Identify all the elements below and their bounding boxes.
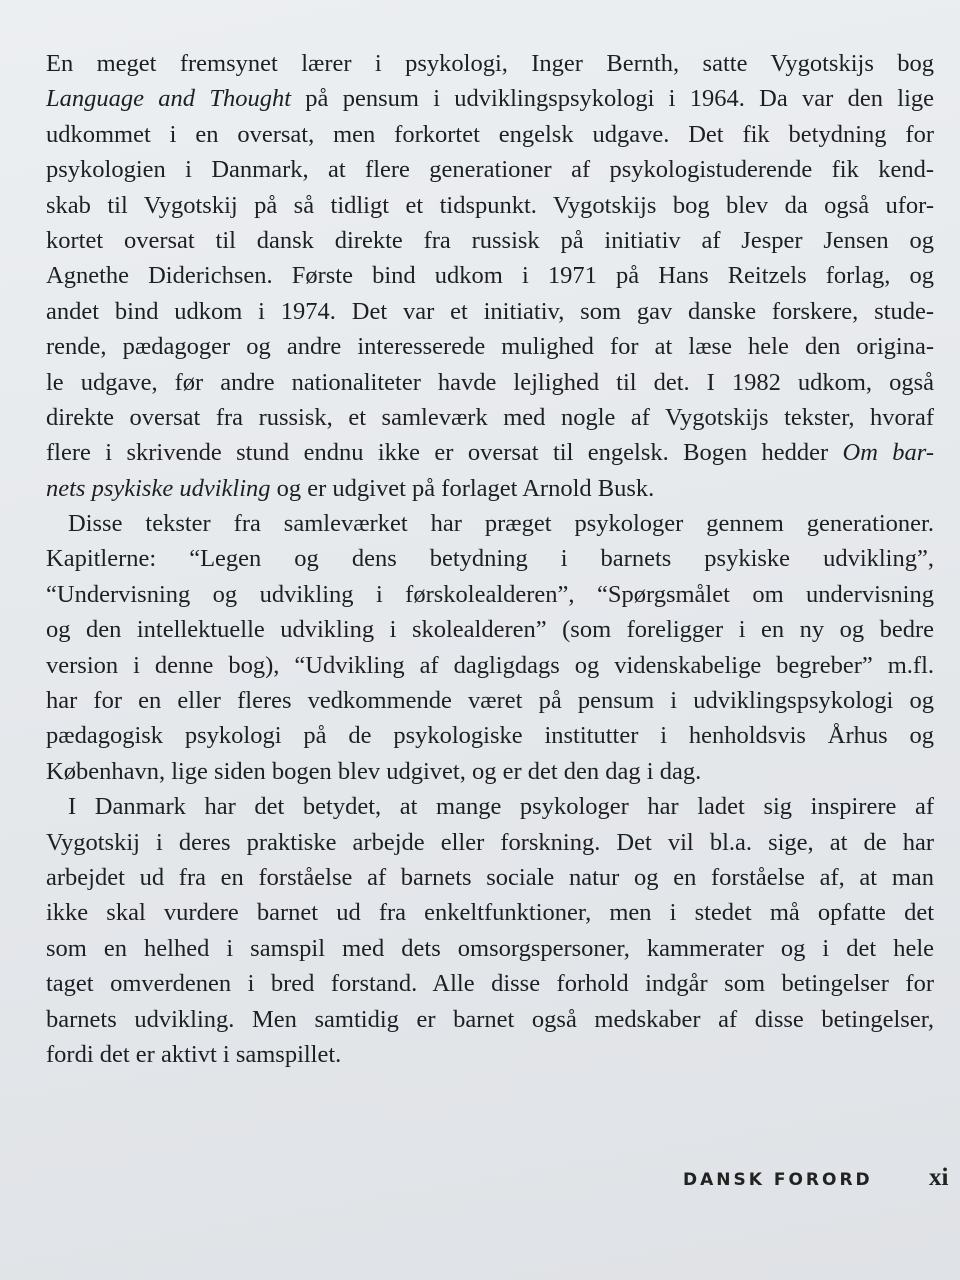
text-segment: har for en eller fleres vedkommende været på pensum i udviklingspsykologi og bbox=[46, 687, 934, 715]
text-segment: flere i skrivende stund endnu ikke er oversat til engelsk. Bogen hedder bbox=[46, 439, 843, 467]
text-line bbox=[46, 81, 934, 116]
text-line bbox=[46, 223, 934, 258]
text-segment: rende, pædagoger og andre interesserede mulighed for at læse hele den origina- bbox=[46, 333, 934, 361]
text-line bbox=[46, 577, 934, 612]
text-segment: på pensum i udviklingspsykologi i 1964. Da var den lige bbox=[291, 85, 934, 113]
text-segment: Vygotskij i deres praktiske arbejde eller forskning. Det vil bl.a. sige, at de har bbox=[46, 828, 934, 856]
text-segment: kortet oversat til dansk direkte fra russisk på initiativ af Jesper Jensen og bbox=[46, 226, 934, 254]
text-line bbox=[46, 152, 934, 187]
text-segment: og er udgivet på forlaget Arnold Busk. bbox=[270, 474, 655, 502]
text-line bbox=[46, 435, 934, 470]
text-segment: som en helhed i samspil med dets omsorgspersoner, kammerater og i det hele bbox=[46, 934, 934, 962]
text-segment: Kapitlerne: “Legen og dens betydning i barnets psykiske udvikling”, bbox=[46, 545, 934, 573]
text-line bbox=[46, 1002, 934, 1037]
text-segment: ikke skal vurdere barnet ud fra enkeltfunktioner, men i stedet må opfatte det bbox=[46, 899, 934, 927]
text-segment: En meget fremsynet lærer i psykologi, Inger Bernth, satte Vygotskijs bog bbox=[46, 50, 934, 77]
text-line bbox=[46, 966, 934, 1001]
text-segment: barnets udvikling. Men samtidig er barnet også medskaber af disse betingelser, bbox=[46, 1005, 934, 1033]
text-line bbox=[46, 860, 934, 895]
text-segment: København, lige siden bogen blev udgivet, og er det den dag i dag. bbox=[46, 757, 702, 785]
text-line bbox=[46, 188, 934, 223]
text-line bbox=[46, 1037, 934, 1072]
text-segment: fordi det er aktivt i samspillet. bbox=[46, 1040, 342, 1068]
text-line bbox=[46, 683, 934, 718]
text-line bbox=[46, 258, 934, 293]
text-line bbox=[46, 46, 934, 81]
text-segment: direkte oversat fra russisk, et samleværk med nogle af Vygotskijs tekster, hvoraf bbox=[46, 403, 934, 431]
text-segment: “Undervisning og udvikling i førskolealderen”, “Spørgsmålet om undervisning bbox=[46, 580, 934, 608]
text-line bbox=[46, 718, 934, 753]
running-footer-section-title: DANSK FORORD bbox=[683, 1170, 873, 1190]
text-line bbox=[46, 895, 934, 930]
text-line bbox=[46, 506, 934, 541]
text-segment: pædagogisk psykologi på de psykologiske institutter i henholdsvis Århus og bbox=[46, 722, 934, 750]
text-line bbox=[46, 400, 934, 435]
page-number: xi bbox=[929, 1164, 949, 1191]
text-line bbox=[46, 825, 934, 860]
text-segment: I Danmark har det betydet, at mange psykologer har ladet sig inspirere af bbox=[68, 793, 934, 821]
italic-title-text: Language and Thought bbox=[46, 85, 292, 113]
text-line bbox=[46, 931, 934, 966]
text-line bbox=[46, 789, 934, 824]
text-line bbox=[46, 471, 934, 506]
text-segment: skab til Vygotskij på så tidligt et tidspunkt. Vygotskijs bog blev da også ufor- bbox=[46, 191, 934, 219]
text-segment: taget omverdenen i bred forstand. Alle disse forhold indgår som betingelser for bbox=[46, 970, 934, 998]
text-segment: andet bind udkom i 1974. Det var et initiativ, som gav danske forskere, stude- bbox=[46, 297, 934, 325]
italic-title-text: Om bar- bbox=[842, 439, 934, 467]
text-line bbox=[46, 294, 934, 329]
text-segment: psykologien i Danmark, at flere generationer af psykologistuderende fik kend- bbox=[46, 156, 934, 184]
text-line bbox=[46, 648, 934, 683]
text-segment: Disse tekster fra samleværket har præget psykologer gennem generationer. bbox=[68, 510, 934, 538]
text-line bbox=[46, 117, 934, 152]
text-segment: og den intellektuelle udvikling i skolealderen” (som foreligger i en ny og bedre bbox=[46, 616, 934, 644]
text-line bbox=[46, 541, 934, 576]
text-line bbox=[46, 329, 934, 364]
text-line bbox=[46, 612, 934, 647]
text-segment: udkommet i en oversat, men forkortet engelsk udgave. Det fik betydning for bbox=[46, 120, 934, 148]
text-line bbox=[46, 754, 934, 789]
body-text bbox=[46, 46, 934, 1072]
text-segment: arbejdet ud fra en forståelse af barnets sociale natur og en forståelse af, at man bbox=[46, 863, 934, 891]
text-segment: le udgave, før andre nationaliteter havde lejlighed til det. I 1982 udkom, også bbox=[46, 368, 934, 396]
text-segment: Agnethe Diderichsen. Første bind udkom i 1971 på Hans Reitzels forlag, og bbox=[46, 262, 934, 290]
italic-title-text: nets psykiske udvikling bbox=[46, 474, 271, 502]
text-line bbox=[46, 365, 934, 400]
text-segment: version i denne bog), “Udvikling af dagligdags og videnskabelige begreber” m.fl. bbox=[46, 651, 934, 679]
